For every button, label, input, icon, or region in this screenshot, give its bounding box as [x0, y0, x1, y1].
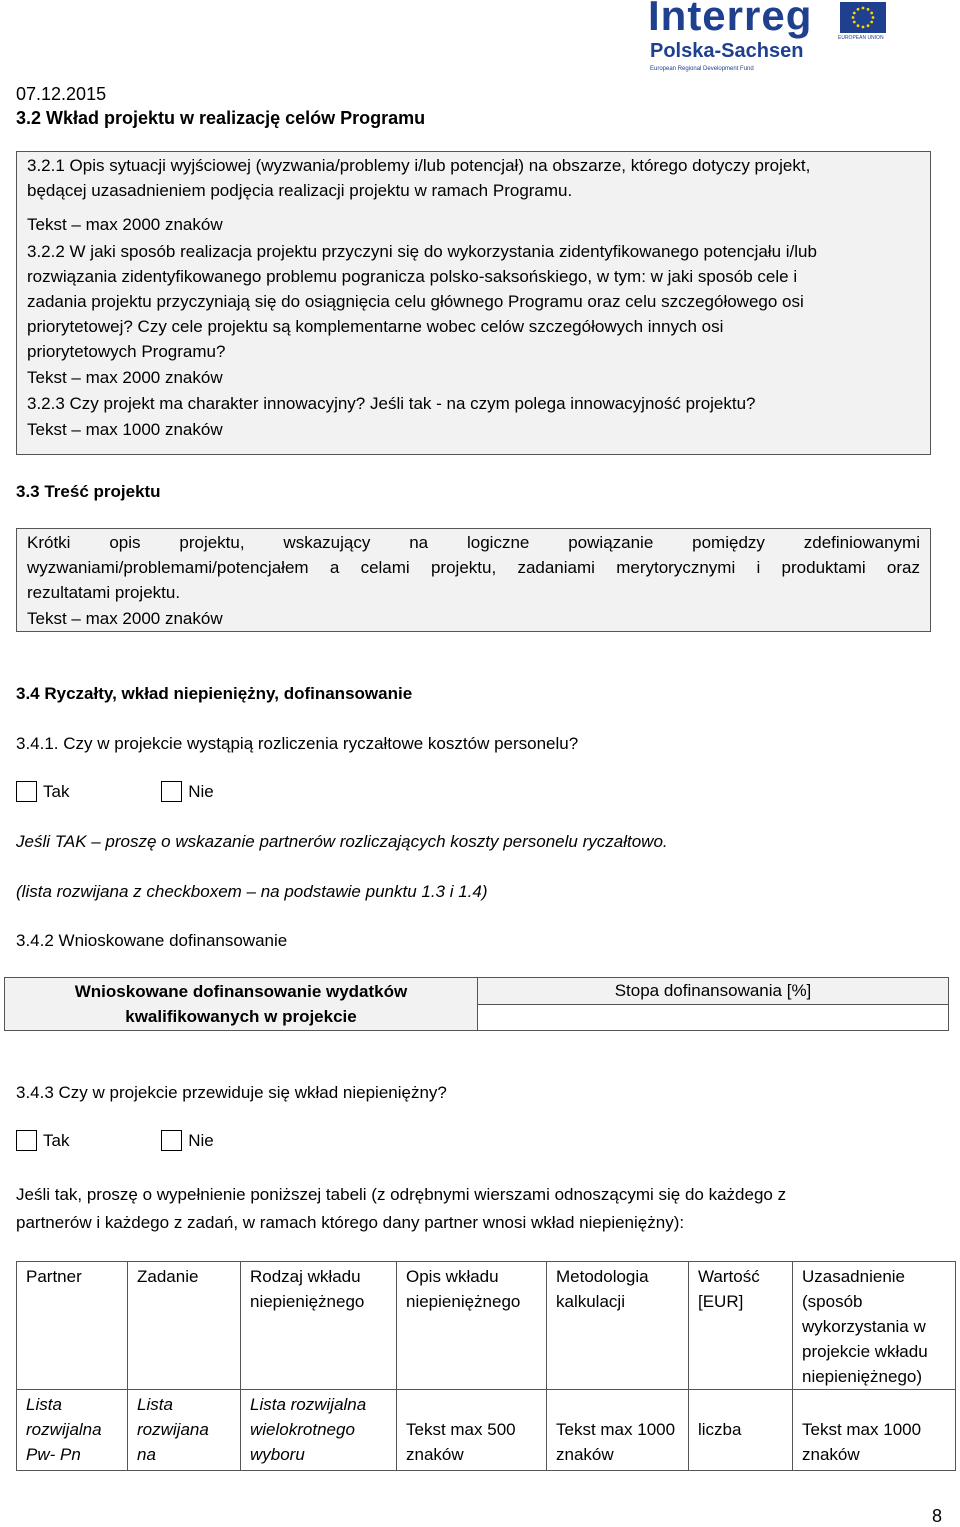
section-3-4-title: 3.4 Ryczałty, wkład niepieniężny, dofinansowanie	[16, 684, 413, 703]
nie-label: Nie	[188, 781, 214, 801]
inkind-header-cell: Rodzaj wkładu niepieniężnego	[241, 1262, 397, 1390]
eu-flag-icon	[840, 2, 886, 33]
q322-line5: priorytetowych Programu?	[27, 342, 226, 361]
inkind-header-cell: Zadanie	[128, 1262, 241, 1390]
q321-limit: Tekst – max 2000 znaków	[27, 215, 223, 234]
cofinancing-rate-input[interactable]	[478, 1005, 949, 1031]
checkbox-row-3-4-3	[16, 1130, 214, 1151]
inkind-cell-value[interactable]: liczba	[689, 1390, 793, 1471]
tak-label: Tak	[43, 781, 70, 801]
question-3-4-2: 3.4.2 Wnioskowane dofinansowanie	[16, 931, 288, 950]
checkbox-row-3-4-1	[16, 781, 214, 802]
note-inkind-line2: partnerów i każdego z zadań, w ramach którego dany partner wnosi wkład niepieniężny):	[16, 1213, 685, 1232]
section-3-3-box	[16, 528, 931, 632]
inkind-table	[16, 1261, 956, 1471]
inkind-header-cell: Uzasadnienie (sposób wykorzystania w projekcie wkładu niepieniężnego)	[793, 1262, 956, 1390]
inkind-cell-methodology[interactable]: Tekst max 1000 znaków	[547, 1390, 689, 1471]
logo-title: Interreg	[648, 0, 813, 39]
document-date: 07.12.2015	[16, 84, 107, 104]
question-3-4-1: 3.4.1. Czy w projekcie wystąpią rozliczenia ryczałtowe kosztów personelu?	[16, 734, 579, 753]
inkind-cell-justification[interactable]: Tekst max 1000 znaków	[793, 1390, 956, 1471]
tak-checkbox-2[interactable]	[16, 1130, 37, 1151]
cofinancing-header-line2: kwalifikowanych w projekcie	[125, 1007, 357, 1026]
inkind-cell-task[interactable]: Lista rozwijana na	[128, 1390, 241, 1471]
q322-line4: priorytetowej? Czy cele projektu są komplementarne wobec celów szczegółowych innych osi	[27, 317, 724, 336]
section-3-2-box	[16, 151, 931, 455]
q321-line1: 3.2.1 Opis sytuacji wyjściowej (wyzwania/problemy i/lub potencjał) na obszarze, którego dotyczy projekt,	[27, 156, 811, 175]
q322-line2: rozwiązania zidentyfikowanego problemu pogranicza polsko-saksońskiego, w tym: w jaki sposób cele i	[27, 267, 798, 286]
q322-line1: 3.2.2 W jaki sposób realizacja projektu przyczyni się do wykorzystania zidentyfikowanego potencjału i/lub	[27, 242, 817, 261]
inkind-header-cell: Wartość [EUR]	[689, 1262, 793, 1390]
cofinancing-header-line1: Wnioskowane dofinansowanie wydatków	[74, 982, 408, 1001]
inkind-header-cell: Opis wkładu niepieniężnego	[397, 1262, 547, 1390]
question-3-4-3: 3.4.3 Czy w projekcie przewiduje się wkład niepieniężny?	[16, 1083, 447, 1102]
q322-line3: zadania projektu przyczyniają się do osiągnięcia celu głównego Programu oraz celu szczegółowego osi	[27, 292, 804, 311]
inkind-cell-type[interactable]: Lista rozwijalna wielokrotnego wyboru	[241, 1390, 397, 1471]
interreg-logo	[648, 0, 888, 80]
cofinancing-table	[4, 977, 949, 1031]
inkind-cell-description[interactable]: Tekst max 500 znaków	[397, 1390, 547, 1471]
logo-subtitle: Polska-Sachsen	[650, 40, 804, 62]
inkind-header-cell: Partner	[17, 1262, 128, 1390]
logo-fund: European Regional Development Fund	[650, 66, 754, 72]
inkind-header-cell: Metodologia kalkulacji	[547, 1262, 689, 1390]
nie-checkbox-2[interactable]	[161, 1130, 182, 1151]
note-inkind-line1: Jeśli tak, proszę o wypełnienie poniższej tabeli (z odrębnymi wierszami odnoszącymi się do każdego z	[16, 1185, 787, 1204]
section-3-2-title: 3.2 Wkład projektu w realizację celów Programu	[16, 108, 426, 128]
nie-label-2: Nie	[188, 1130, 214, 1150]
q323-limit: Tekst – max 1000 znaków	[27, 420, 223, 439]
eu-label: EUROPEAN UNION	[838, 35, 884, 41]
page-number: 8	[932, 1506, 943, 1526]
tak-label-2: Tak	[43, 1130, 70, 1150]
q323-line1: 3.2.3 Czy projekt ma charakter innowacyjny? Jeśli tak - na czym polega innowacyjność projektu?	[27, 394, 756, 413]
note-tak: Jeśli TAK – proszę o wskazanie partnerów rozliczających koszty personelu ryczałtowo.	[16, 832, 668, 851]
cofinancing-header-amount	[5, 978, 478, 1031]
note-dropdown: (lista rozwijana z checkboxem – na podstawie punktu 1.3 i 1.4)	[16, 882, 488, 901]
inkind-row	[17, 1390, 956, 1471]
q321-line2: będącej uzasadnieniem podjęcia realizacji projektu w ramach Programu.	[27, 181, 573, 200]
s33-line3: rezultatami projektu.	[27, 583, 181, 602]
s33-line2: wyzwaniami/problemami/potencjałem a celami projektu, zadaniami merytorycznymi i produktami oraz	[27, 558, 920, 577]
nie-checkbox[interactable]	[161, 781, 182, 802]
inkind-cell-partner[interactable]: Lista rozwijalna Pw- Pn	[17, 1390, 128, 1471]
cofinancing-header-rate: Stopa dofinansowania [%]	[478, 978, 949, 1005]
section-3-3-title: 3.3 Treść projektu	[16, 482, 161, 501]
s33-limit: Tekst – max 2000 znaków	[27, 609, 223, 628]
s33-line1: Krótki opis projektu, wskazujący na logiczne powiązanie pomiędzy zdefiniowanymi	[27, 533, 920, 552]
tak-checkbox[interactable]	[16, 781, 37, 802]
inkind-header-row	[17, 1262, 956, 1390]
q322-limit: Tekst – max 2000 znaków	[27, 368, 223, 387]
